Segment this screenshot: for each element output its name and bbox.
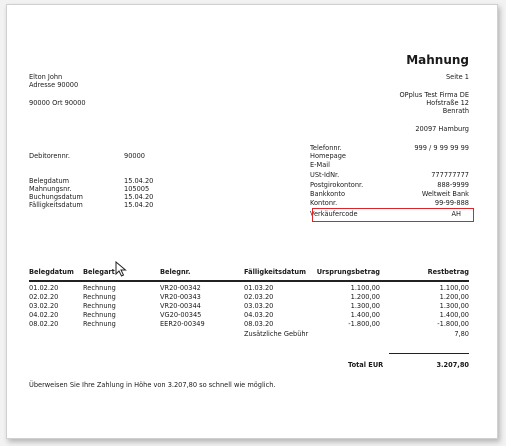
column-header-restbetrag: Restbetrag [427,268,469,276]
cell-belegdatum: 04.02.20 [29,311,59,319]
contact-label: E-Mail [310,161,330,169]
mouse-pointer-icon [115,261,127,277]
cell-belegart: Rechnung [83,284,116,292]
debitor-value: 90000 [124,152,145,160]
cell-belegdatum: 08.02.20 [29,320,59,328]
meta-value: 15.04.20 [124,177,154,185]
cell-ursprungsbetrag: 1.200,00 [350,293,380,301]
cell-ursprungsbetrag: 1.400,00 [350,311,380,319]
salesperson-code-highlight [312,208,474,222]
payment-notice: Überweisen Sie Ihre Zahlung in Höhe von 3.207,80 so schnell wie möglich. [29,381,276,389]
cell-restbetrag: 1.300,00 [439,302,469,310]
total-rule [389,353,469,354]
contact-value: 888-9999 [437,181,469,189]
contact-label: Telefonnr. [310,144,342,152]
cell-belegnr: VR20-00344 [160,302,201,310]
document-page [6,4,498,439]
document-title: Mahnung [406,53,469,67]
page-number: Seite 1 [445,73,469,81]
cell-belegdatum: 01.02.20 [29,284,59,292]
company-name: OPplus Test Firma DE [399,91,469,99]
debitor-label: Debitorennr. [29,152,70,160]
cell-belegnr: VR20-00342 [160,284,201,292]
column-header-faelligkeitsdatum: Fälligkeitsdatum [244,268,306,276]
cell-restbetrag: 1.200,00 [439,293,469,301]
contact-label: USt-IdNr. [310,171,340,179]
contact-label: Bankkonto [310,190,345,198]
contact-value: 999 / 9 99 99 99 [414,144,469,152]
cell-faelligkeitsdatum: 01.03.20 [244,284,274,292]
meta-label: Fälligkeitsdatum [29,201,83,209]
company-postal-city: 20097 Hamburg [415,125,469,133]
cell-belegart: Rechnung [83,293,116,301]
cell-belegdatum: 03.02.20 [29,302,59,310]
total-value: 3.207,80 [436,361,469,369]
contact-value: 777777777 [431,171,469,179]
cell-belegart: Rechnung [83,320,116,328]
contact-value: 99-99-888 [434,199,469,207]
fee-value: 7,80 [454,330,469,338]
cell-faelligkeitsdatum: 03.03.20 [244,302,274,310]
company-street: Hofstraße 12 [426,99,469,107]
cell-restbetrag: 1.100,00 [439,284,469,292]
cell-belegdatum: 02.02.20 [29,293,59,301]
cell-belegnr: VR20-00343 [160,293,201,301]
cell-faelligkeitsdatum: 04.03.20 [244,311,274,319]
cell-faelligkeitsdatum: 08.03.20 [244,320,274,328]
meta-value: 15.04.20 [124,193,154,201]
cell-belegart: Rechnung [83,311,116,319]
contact-label: Kontonr. [310,199,338,207]
cell-restbetrag: -1.800,00 [437,320,469,328]
column-header-belegnr: Belegnr. [160,268,191,276]
cell-faelligkeitsdatum: 02.03.20 [244,293,274,301]
customer-name: Elton John [29,73,63,81]
meta-value: 15.04.20 [124,201,154,209]
cell-belegart: Rechnung [83,302,116,310]
meta-label: Buchungsdatum [29,193,83,201]
table-header-rule [29,280,469,282]
salesperson-code-value: AH [451,210,461,218]
fee-label: Zusätzliche Gebühr [244,330,309,338]
column-header-belegdatum: Belegdatum [29,268,74,276]
column-header-belegart: Belegart [83,268,115,276]
meta-value: 105005 [124,185,150,193]
cell-belegnr: EER20-00349 [160,320,205,328]
contact-label: Homepage [310,152,346,160]
cell-ursprungsbetrag: -1.800,00 [348,320,380,328]
contact-label: Postgirokontonr. [310,181,364,189]
meta-label: Mahnungsnr. [29,185,72,193]
cell-ursprungsbetrag: 1.100,00 [350,284,380,292]
cell-belegnr: VG20-00345 [160,311,202,319]
customer-city: 90000 Ort 90000 [29,99,86,107]
total-label: Total EUR [348,361,384,369]
column-header-ursprungsbetrag: Ursprungsbetrag [316,268,380,276]
cell-ursprungsbetrag: 1.300,00 [350,302,380,310]
company-place: Benrath [442,107,469,115]
salesperson-code-label: Verkäufercode [310,210,358,218]
customer-address: Adresse 90000 [29,81,79,89]
contact-value: Weltweit Bank [421,190,469,198]
meta-label: Belegdatum [29,177,70,185]
cell-restbetrag: 1.400,00 [439,311,469,319]
